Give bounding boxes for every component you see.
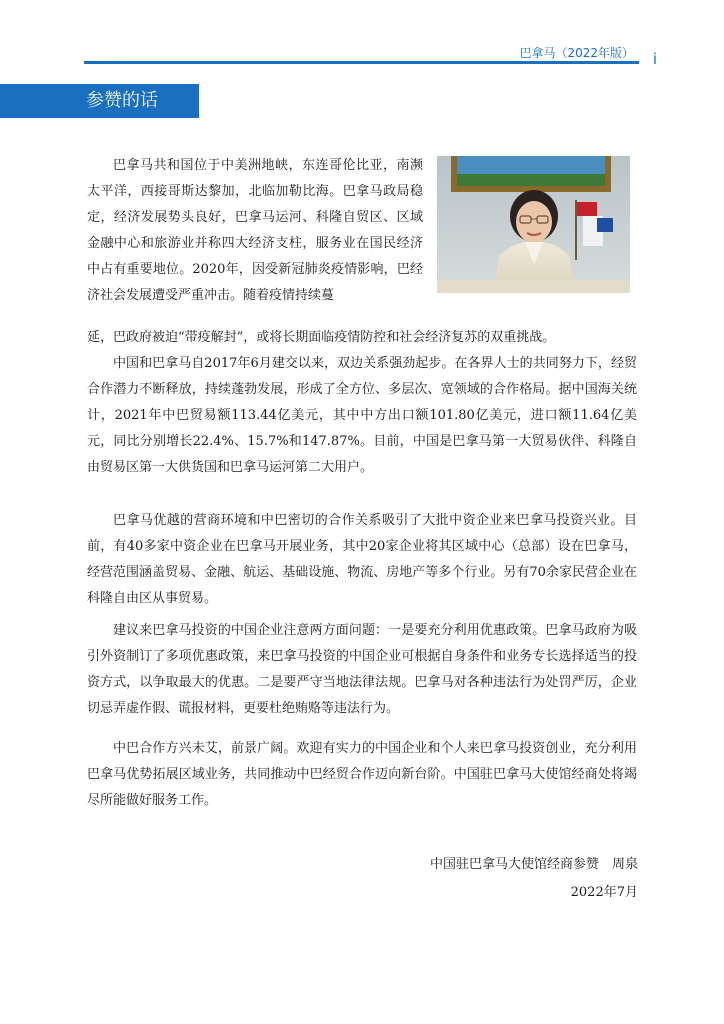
signature-date: 2022年7月 [570,885,638,900]
page-number: i [652,50,657,68]
paragraph-intro: 巴拿马共和国位于中美洲地峡，东连哥伦比亚，南濒太平洋，西接哥斯达黎加，北临加勒比海。巴拿马政局稳定，经济发展势头良好，巴拿马运河、科隆自贸区、区域金融中心和旅游业并称四大经济支柱，服务业在国民经济中占有重要地位。2020年，因受新冠肺炎疫情影响，巴经济社会发展遭受严重冲击。随着疫情持续蔓 [87,158,423,303]
paragraph-enterprises: 巴拿马优越的营商环境和中巴密切的合作关系吸引了大批中资企业来巴拿马投资兴业。目前，有40多家中资企业在巴拿马开展业务，其中20家企业将其区域中心（总部）设在巴拿马，经营范围涵盖贸易、金融、航运、基础设施、物流、房地产等多个行业。另有70余家民营企业在科隆自由区从事贸易。 [87,513,637,606]
header-divider [84,61,639,64]
counsellor-photo [437,156,630,293]
paragraph-outlook: 中巴合作方兴未艾，前景广阔。欢迎有实力的中国企业和个人来巴拿马投资创业，充分利用巴拿马优势拓展区域业务，共同推动中巴经贸合作迈向新台阶。中国驻巴拿马大使馆经商处将竭尽所能做好服务工作。 [87,741,637,808]
paragraph-trade: 中国和巴拿马自2017年6月建交以来，双边关系强劲起步。在各界人士的共同努力下，经贸合作潜力不断释放，持续蓬勃发展，形成了全方位、多层次、宽领域的合作格局。据中国海关统计，2021年中巴贸易额113.44亿美元，其中中方出口额101.80亿美元，进口额11.64亿美元，同比分别增长22.4%、15.7%和147.87%。目前，中国是巴拿马第一大贸易伙伴、科隆自由贸易区第一大供货国和巴拿马运河第二大用户。 [87,356,637,475]
paragraph-intro-continued: 延，巴政府被迫“带疫解封”，或将长期面临疫情防控和社会经济复苏的双重挑战。 [87,330,556,345]
signature-line: 中国驻巴拿马大使馆经商参赞 周泉 [429,857,638,872]
section-title: 参赞的话 [86,90,158,111]
paragraph-advice: 建议来巴拿马投资的中国企业注意两方面问题：一是要充分利用优惠政策。巴拿马政府为吸引外资制订了多项优惠政策，来巴拿马投资的中国企业可根据自身条件和业务专长选择适当的投资方式，以争取最大的优惠。二是要严守当地法律法规。巴拿马对各种违法行为处罚严厉，企业切忌弄虚作假、谎报材料，更要杜绝贿赂等违法行为。 [87,623,637,716]
header-title: 巴拿马（2022年版） [519,46,634,60]
